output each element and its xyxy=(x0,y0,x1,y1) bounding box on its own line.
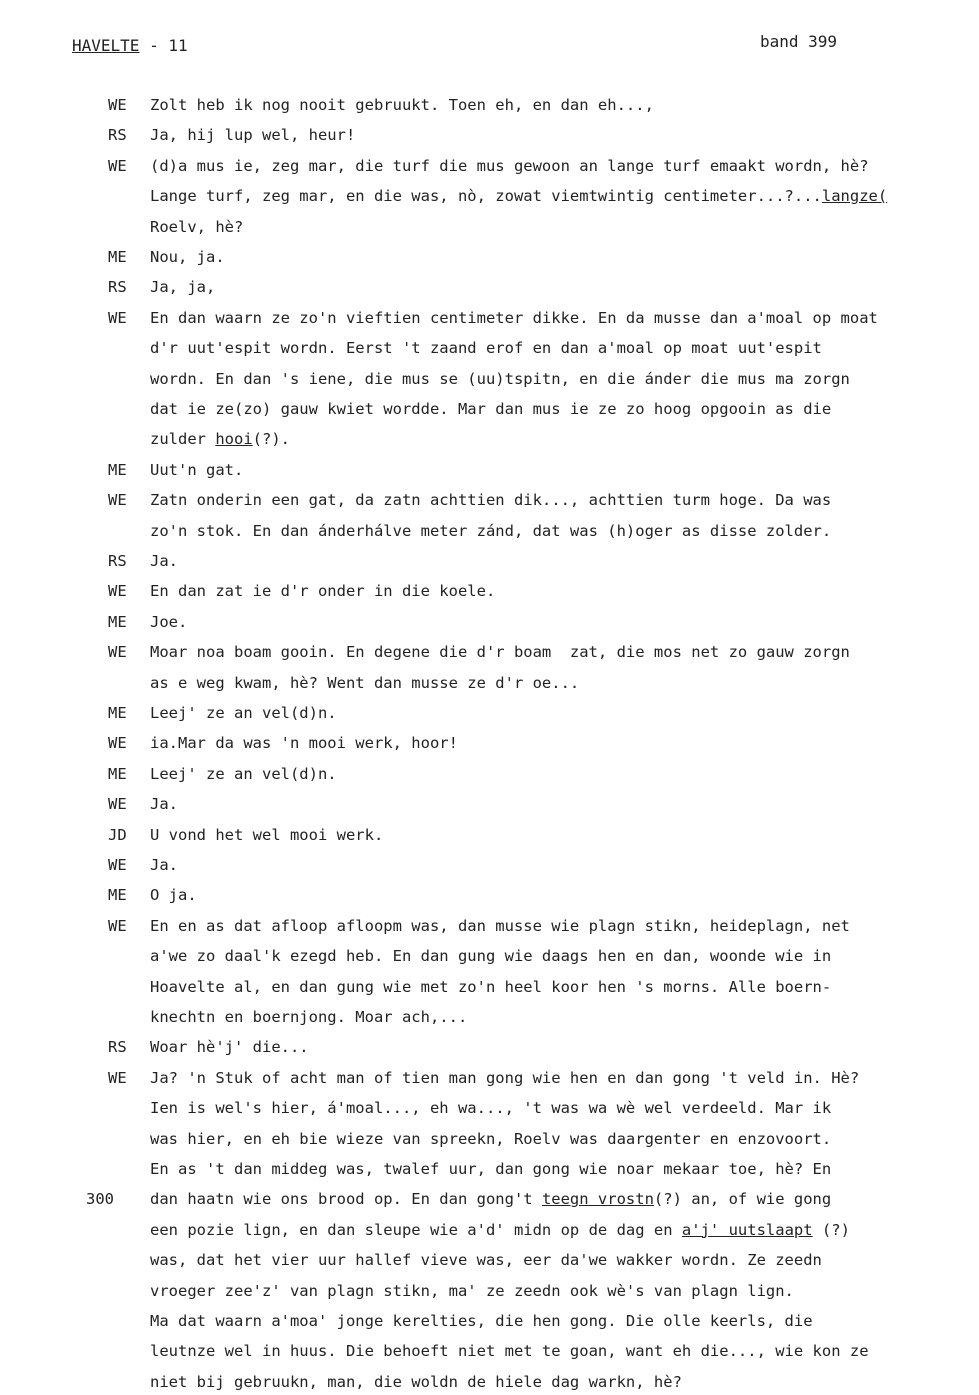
text-segment: Roelv, hè? xyxy=(150,217,244,236)
speaker-code: WE xyxy=(108,491,127,510)
line-text xyxy=(150,1126,831,1152)
transcript-line xyxy=(0,396,979,422)
line-text xyxy=(150,1186,831,1212)
text-segment: Joe. xyxy=(150,612,188,631)
speaker-code: ME xyxy=(108,764,127,783)
line-text xyxy=(150,1004,467,1030)
transcript-line xyxy=(0,1156,979,1182)
text-segment: Ja, ja, xyxy=(150,278,216,297)
line-text xyxy=(150,305,878,331)
line-text xyxy=(150,1369,682,1395)
text-segment: Ja, hij lup wel, heur! xyxy=(150,126,356,145)
transcript-line xyxy=(0,822,979,848)
transcript-line xyxy=(0,426,979,452)
header-band: band 399 xyxy=(760,32,838,51)
transcript-line xyxy=(0,1247,979,1273)
text-segment: O ja. xyxy=(150,886,197,905)
transcript-line xyxy=(0,366,979,392)
transcript-line xyxy=(0,700,979,726)
line-text xyxy=(150,700,337,726)
transcript-line xyxy=(0,274,979,300)
transcript-line xyxy=(0,1126,979,1152)
text-segment: En as 't dan middeg was, twalef uur, dan gong wie noar mekaar toe, hè? En xyxy=(150,1160,832,1178)
underlined-text: a'j' uutslaapt xyxy=(681,1220,813,1239)
line-text xyxy=(150,1065,859,1091)
text-segment: d'r uut'espit wordn. Eerst 't zaand erof en dan a'moal op moat uut'espit xyxy=(150,339,822,358)
underlined-text: hooi xyxy=(215,430,253,449)
transcript-line xyxy=(0,1034,979,1060)
line-text xyxy=(150,244,225,270)
line-text xyxy=(150,1338,869,1364)
line-text xyxy=(150,183,887,209)
text-segment: leutnze wel in huus. Die behoeft niet met te goan, want eh die..., wie kon ze xyxy=(150,1342,869,1361)
header-place: HAVELTE xyxy=(72,36,140,55)
speaker-code: RS xyxy=(108,552,127,570)
line-text xyxy=(150,274,215,300)
line-text xyxy=(150,214,243,240)
transcript-line xyxy=(0,791,979,817)
text-segment: Hoavelte al, en dan gung wie met zo'n heel koor hen 's morns. Alle boern- xyxy=(150,977,832,996)
speaker-code: ME xyxy=(108,704,127,722)
header-page-number: - 11 xyxy=(149,36,188,55)
transcript-line xyxy=(0,305,979,331)
line-text xyxy=(150,822,383,848)
speaker-code: WE xyxy=(108,308,127,327)
transcript-line xyxy=(0,1065,979,1091)
text-segment: dan haatn wie ons brood op. En dan gong't xyxy=(150,1190,542,1209)
line-text xyxy=(150,852,178,878)
transcript-line xyxy=(0,578,979,604)
line-text xyxy=(150,974,831,1000)
text-segment: U vond het wel mooi werk. xyxy=(150,825,384,844)
text-segment: Leej' ze an vel(d)n. xyxy=(150,764,337,783)
text-segment: (?) xyxy=(812,1220,850,1239)
text-segment: Zolt heb ik nog nooit gebruukt. Toen eh, en dan eh..., xyxy=(150,96,654,114)
speaker-code: WE xyxy=(108,795,127,814)
line-text xyxy=(150,730,458,756)
speaker-code: WE xyxy=(108,856,127,874)
line-text xyxy=(150,1278,794,1304)
text-segment: vroeger zee'z' van plagn stikn, ma' ze zeedn ook wè's van plagn lign. xyxy=(150,1281,794,1300)
line-text xyxy=(150,1308,813,1334)
transcript-line xyxy=(0,122,979,148)
text-segment: zulder xyxy=(150,430,216,449)
transcript-line xyxy=(0,882,979,908)
text-segment: ia.Mar da was 'n mooi werk, hoor! xyxy=(150,734,458,753)
text-segment: Ja. xyxy=(150,856,178,874)
line-text xyxy=(150,335,822,361)
speaker-code: ME xyxy=(108,460,127,479)
transcript-line xyxy=(0,1095,979,1121)
transcript-line xyxy=(0,1278,979,1304)
text-segment: En dan zat ie d'r onder in die koele. xyxy=(150,582,496,601)
speaker-code: WE xyxy=(108,96,127,114)
text-segment: Ma dat waarn a'moa' jonge kerelties, die hen gong. Die olle keerls, die xyxy=(150,1312,813,1330)
transcript-line xyxy=(0,548,979,574)
transcript-line xyxy=(0,153,979,179)
speaker-code: RS xyxy=(108,278,127,297)
margin-line-number: 300 xyxy=(86,1190,114,1209)
line-text xyxy=(150,639,850,665)
text-segment: En dan waarn ze zo'n vieftien centimeter dikke. En da musse dan a'moal op moat xyxy=(150,308,878,327)
line-text xyxy=(150,92,654,118)
line-text xyxy=(150,882,197,908)
speaker-code: WE xyxy=(108,156,127,175)
line-text xyxy=(150,609,187,635)
transcript-line xyxy=(0,974,979,1000)
speaker-code: ME xyxy=(108,612,127,631)
speaker-code: WE xyxy=(108,582,127,601)
transcript-line xyxy=(0,214,979,240)
transcript-line xyxy=(0,457,979,483)
text-segment: Ja? 'n Stuk of acht man of tien man gong wie hen en dan gong 't veld in. Hè? xyxy=(150,1068,860,1087)
line-text xyxy=(150,366,850,392)
speaker-code: WE xyxy=(108,916,127,935)
line-text xyxy=(150,1156,831,1182)
speaker-code: ME xyxy=(108,248,127,266)
transcript-line xyxy=(0,639,979,665)
text-segment: (?). xyxy=(252,430,290,449)
transcript-line xyxy=(0,1369,979,1395)
text-segment: niet bij gebruukn, man, die woldn de hiele dag warkn, hè? xyxy=(150,1372,682,1391)
line-text xyxy=(150,913,850,939)
line-text xyxy=(150,1247,822,1273)
text-segment: Leej' ze an vel(d)n. xyxy=(150,704,337,722)
line-text xyxy=(150,761,337,787)
line-text xyxy=(150,396,831,422)
transcript-line xyxy=(0,487,979,513)
text-segment: En en as dat afloop afloopm was, dan musse wie plagn stikn, heideplagn, net xyxy=(150,916,850,935)
transcript-line xyxy=(0,1338,979,1364)
transcript-line xyxy=(0,943,979,969)
line-text xyxy=(150,943,831,969)
text-segment: zo'n stok. En dan ánderhálve meter zánd, dat was (h)oger as disse zolder. xyxy=(150,521,832,540)
text-segment: dat ie ze(zo) gauw kwiet wordde. Mar dan mus ie ze zo hoog opgooin as die xyxy=(150,400,832,418)
text-segment: Woar hè'j' die... xyxy=(150,1038,309,1057)
text-segment: knechtn en boernjong. Moar ach,... xyxy=(150,1008,468,1026)
line-text xyxy=(150,122,355,148)
text-segment: Uut'n gat. xyxy=(150,460,244,479)
line-text xyxy=(150,153,869,179)
transcript-line xyxy=(0,1186,979,1212)
speaker-code: WE xyxy=(108,734,127,753)
line-text xyxy=(150,1217,850,1243)
transcript-line xyxy=(0,852,979,878)
line-text xyxy=(150,578,495,604)
text-segment: Ja. xyxy=(150,795,178,814)
line-text xyxy=(150,1034,309,1060)
underlined-text: langze( xyxy=(821,187,888,206)
text-segment: as e weg kwam, hè? Went dan musse ze d'r oe... xyxy=(150,673,580,692)
line-text xyxy=(150,670,579,696)
speaker-code: JD xyxy=(108,825,127,844)
line-text xyxy=(150,457,243,483)
speaker-code: WE xyxy=(108,643,127,662)
text-segment: Ien is wel's hier, á'moal..., eh wa..., 't was wa wè wel verdeeld. Mar ik xyxy=(150,1099,832,1118)
transcript-line xyxy=(0,1217,979,1243)
transcript-line xyxy=(0,1004,979,1030)
text-segment: was hier, en eh bie wieze van spreekn, Roelv was daargenter en enzovoort. xyxy=(150,1129,832,1148)
line-text xyxy=(150,487,831,513)
text-segment: Zatn onderin een gat, da zatn achttien dik..., achttien turm hoge. Da was xyxy=(150,491,832,510)
line-text xyxy=(150,791,178,817)
text-segment: wordn. En dan 's iene, die mus se (uu)tspitn, en die ánder die mus ma zorgn xyxy=(150,369,850,388)
line-text xyxy=(150,548,178,574)
line-text xyxy=(150,426,290,452)
text-segment: Lange turf, zeg mar, en die was, nò, zowat viemtwintig centimeter...?... xyxy=(150,187,822,206)
text-segment: was, dat het vier uur hallef vieve was, eer da'we wakker wordn. Ze zeedn xyxy=(150,1251,822,1270)
transcript-line xyxy=(0,244,979,270)
speaker-code: WE xyxy=(108,1068,127,1087)
transcript-line xyxy=(0,1308,979,1334)
text-segment: Nou, ja. xyxy=(150,248,225,266)
line-text xyxy=(150,1095,831,1121)
transcript-line xyxy=(0,335,979,361)
text-segment: Ja. xyxy=(150,552,178,570)
transcript-line xyxy=(0,670,979,696)
transcript-line xyxy=(0,913,979,939)
transcript-line xyxy=(0,518,979,544)
line-text xyxy=(150,518,831,544)
speaker-code: RS xyxy=(108,126,127,145)
text-segment: (d)a mus ie, zeg mar, die turf die mus gewoon an lange turf emaakt wordn, hè? xyxy=(150,156,869,175)
text-segment: Moar noa boam gooin. En degene die d'r boam zat, die mos net zo gauw zorgn xyxy=(150,643,850,662)
text-segment: a'we zo daal'k ezegd heb. En dan gung wie daags hen en dan, woonde wie in xyxy=(150,947,832,966)
transcript-line xyxy=(0,730,979,756)
transcript-line xyxy=(0,183,979,209)
speaker-code: RS xyxy=(108,1038,127,1057)
transcript-line xyxy=(0,761,979,787)
transcript-line xyxy=(0,609,979,635)
page-header-left xyxy=(72,36,188,55)
text-segment: (?) an, of wie gong xyxy=(653,1190,832,1209)
speaker-code: ME xyxy=(108,886,127,905)
text-segment: een pozie lign, en dan sleupe wie a'd' midn op de dag en xyxy=(150,1220,682,1239)
transcript-line xyxy=(0,92,979,118)
underlined-text: teegn vrostn xyxy=(541,1190,654,1209)
